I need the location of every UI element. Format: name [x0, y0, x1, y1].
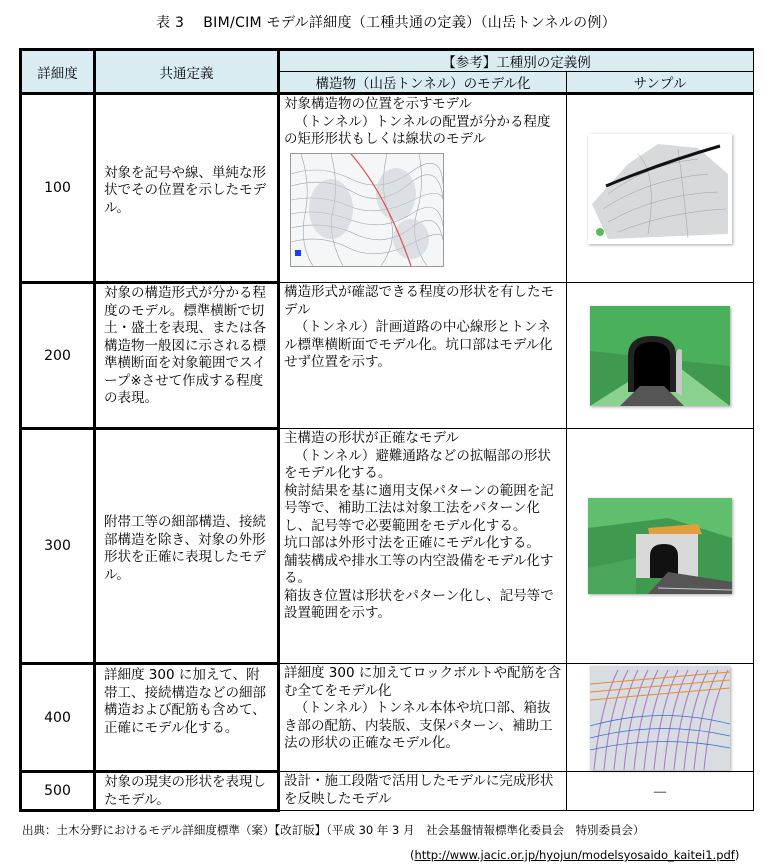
table-row-300: [21, 429, 754, 664]
source-url: (http://www.jacic.or.jp/hyojun/modelsyosaido_kaitei1.pdf): [410, 848, 740, 862]
contour-map-image: [290, 153, 444, 267]
header-level: 詳細度: [21, 50, 95, 94]
common-definition-cell: 対象の構造形式が分かる程度のモデル。標準横断で切土・盛土を表現、または各構造物一般図に示される標準横断面を対象範囲でスイープ※させて作成する程度の表現。: [95, 283, 279, 429]
header-common: 共通定義: [95, 50, 279, 94]
tunnel-portal-image: [588, 498, 732, 594]
structure-line: 主構造の形状が正確なモデル: [284, 430, 459, 446]
mountain-model-image: [588, 134, 732, 244]
header-sample: サンプル: [567, 72, 754, 94]
sample-dash: －: [567, 772, 754, 811]
common-definition-cell: 附帯工等の細部構造、接続部構造を除き、対象の外形形状を正確に表現したモデル。: [95, 429, 279, 664]
table-title: 表 3 BIM/CIM モデル詳細度（工種共通の定義）（山岳トンネルの例）: [155, 15, 617, 31]
table-row-500: [21, 772, 754, 811]
table-row-100: [21, 94, 754, 283]
structure-cell: [279, 429, 567, 664]
header-reference: 【参考】工種別の定義例: [279, 50, 754, 72]
common-definition-cell: 対象を記号や線、単純な形状でその位置を示したモデル。: [95, 94, 279, 283]
structure-line: （トンネル）トンネル本体や坑口部、箱抜き部の配筋、内装版、支保パターン、補助工法の形状の正確なモデル化。: [284, 700, 553, 751]
structure-line: 構造形式が確認できる程度の形状を有したモデル: [284, 284, 554, 318]
sample-cell: [567, 664, 754, 772]
level-cell: 400: [21, 664, 95, 772]
tunnel-section-image: [590, 306, 730, 406]
structure-line: 舗装構成や排水工等の内空設備をモデル化する。: [284, 552, 554, 586]
structure-line: 対象構造物の位置を示すモデル: [284, 96, 472, 112]
level-cell: 100: [21, 94, 95, 283]
structure-line: 検討結果を基に適用支保パターンの範囲を記号等で、補助工法は対象工法をパターン化し、記号等で必要範囲をモデル化する。: [284, 482, 554, 534]
level-cell: 500: [21, 772, 95, 811]
sample-cell: [567, 283, 754, 429]
table-row-400: [21, 664, 754, 772]
structure-line: 設計・施工段階で活用したモデルに完成形状を反映したモデル: [284, 773, 554, 807]
structure-cell: [279, 772, 567, 811]
structure-line: 箱抜き位置は形状をパターン化し、記号等で設置範囲を示す。: [284, 587, 554, 621]
header-structure: 構造物（山岳トンネル）のモデル化: [279, 72, 567, 94]
common-definition-cell: 詳細度 300 に加えて、附帯工、接続構造などの細部構造および配筋も含めて、正確にモデル化する。: [95, 664, 279, 772]
structure-line: 坑口部は外形寸法を正確にモデル化する。: [284, 535, 540, 551]
structure-line: （トンネル）計画道路の中心線形とトンネル標準横断面でモデル化。坑口部はモデル化せず位置を示す。: [284, 319, 553, 370]
level-cell: 200: [21, 283, 95, 429]
structure-line: （トンネル）避難通路などの拡幅部の形状をモデル化する。: [284, 447, 551, 481]
structure-line: 詳細度 300 に加えてロックボルトや配筋を含む全てをモデル化: [284, 665, 562, 699]
structure-cell: [279, 283, 567, 429]
structure-cell: [279, 664, 567, 772]
source-link[interactable]: http://www.jacic.or.jp/hyojun/modelsyosaido_kaitei1.pdf: [414, 848, 735, 862]
sample-cell: [567, 429, 754, 664]
detail-level-table: [19, 48, 754, 812]
rebar-model-image: [590, 666, 730, 770]
structure-line: （トンネル）トンネルの配置が分かる程度の矩形形状もしくは線状のモデル: [284, 113, 551, 147]
sample-cell: [567, 94, 754, 283]
structure-cell: [279, 94, 567, 283]
common-definition-cell: 対象の現実の形状を表現したモデル。: [95, 772, 279, 811]
source-note: 出典：土木分野におけるモデル詳細度標準（案）【改訂版】（平成 30 年 3 月 社会基盤情報標準化委員会 特別委員会）: [22, 823, 645, 837]
level-cell: 300: [21, 429, 95, 664]
table-row-200: [21, 283, 754, 429]
